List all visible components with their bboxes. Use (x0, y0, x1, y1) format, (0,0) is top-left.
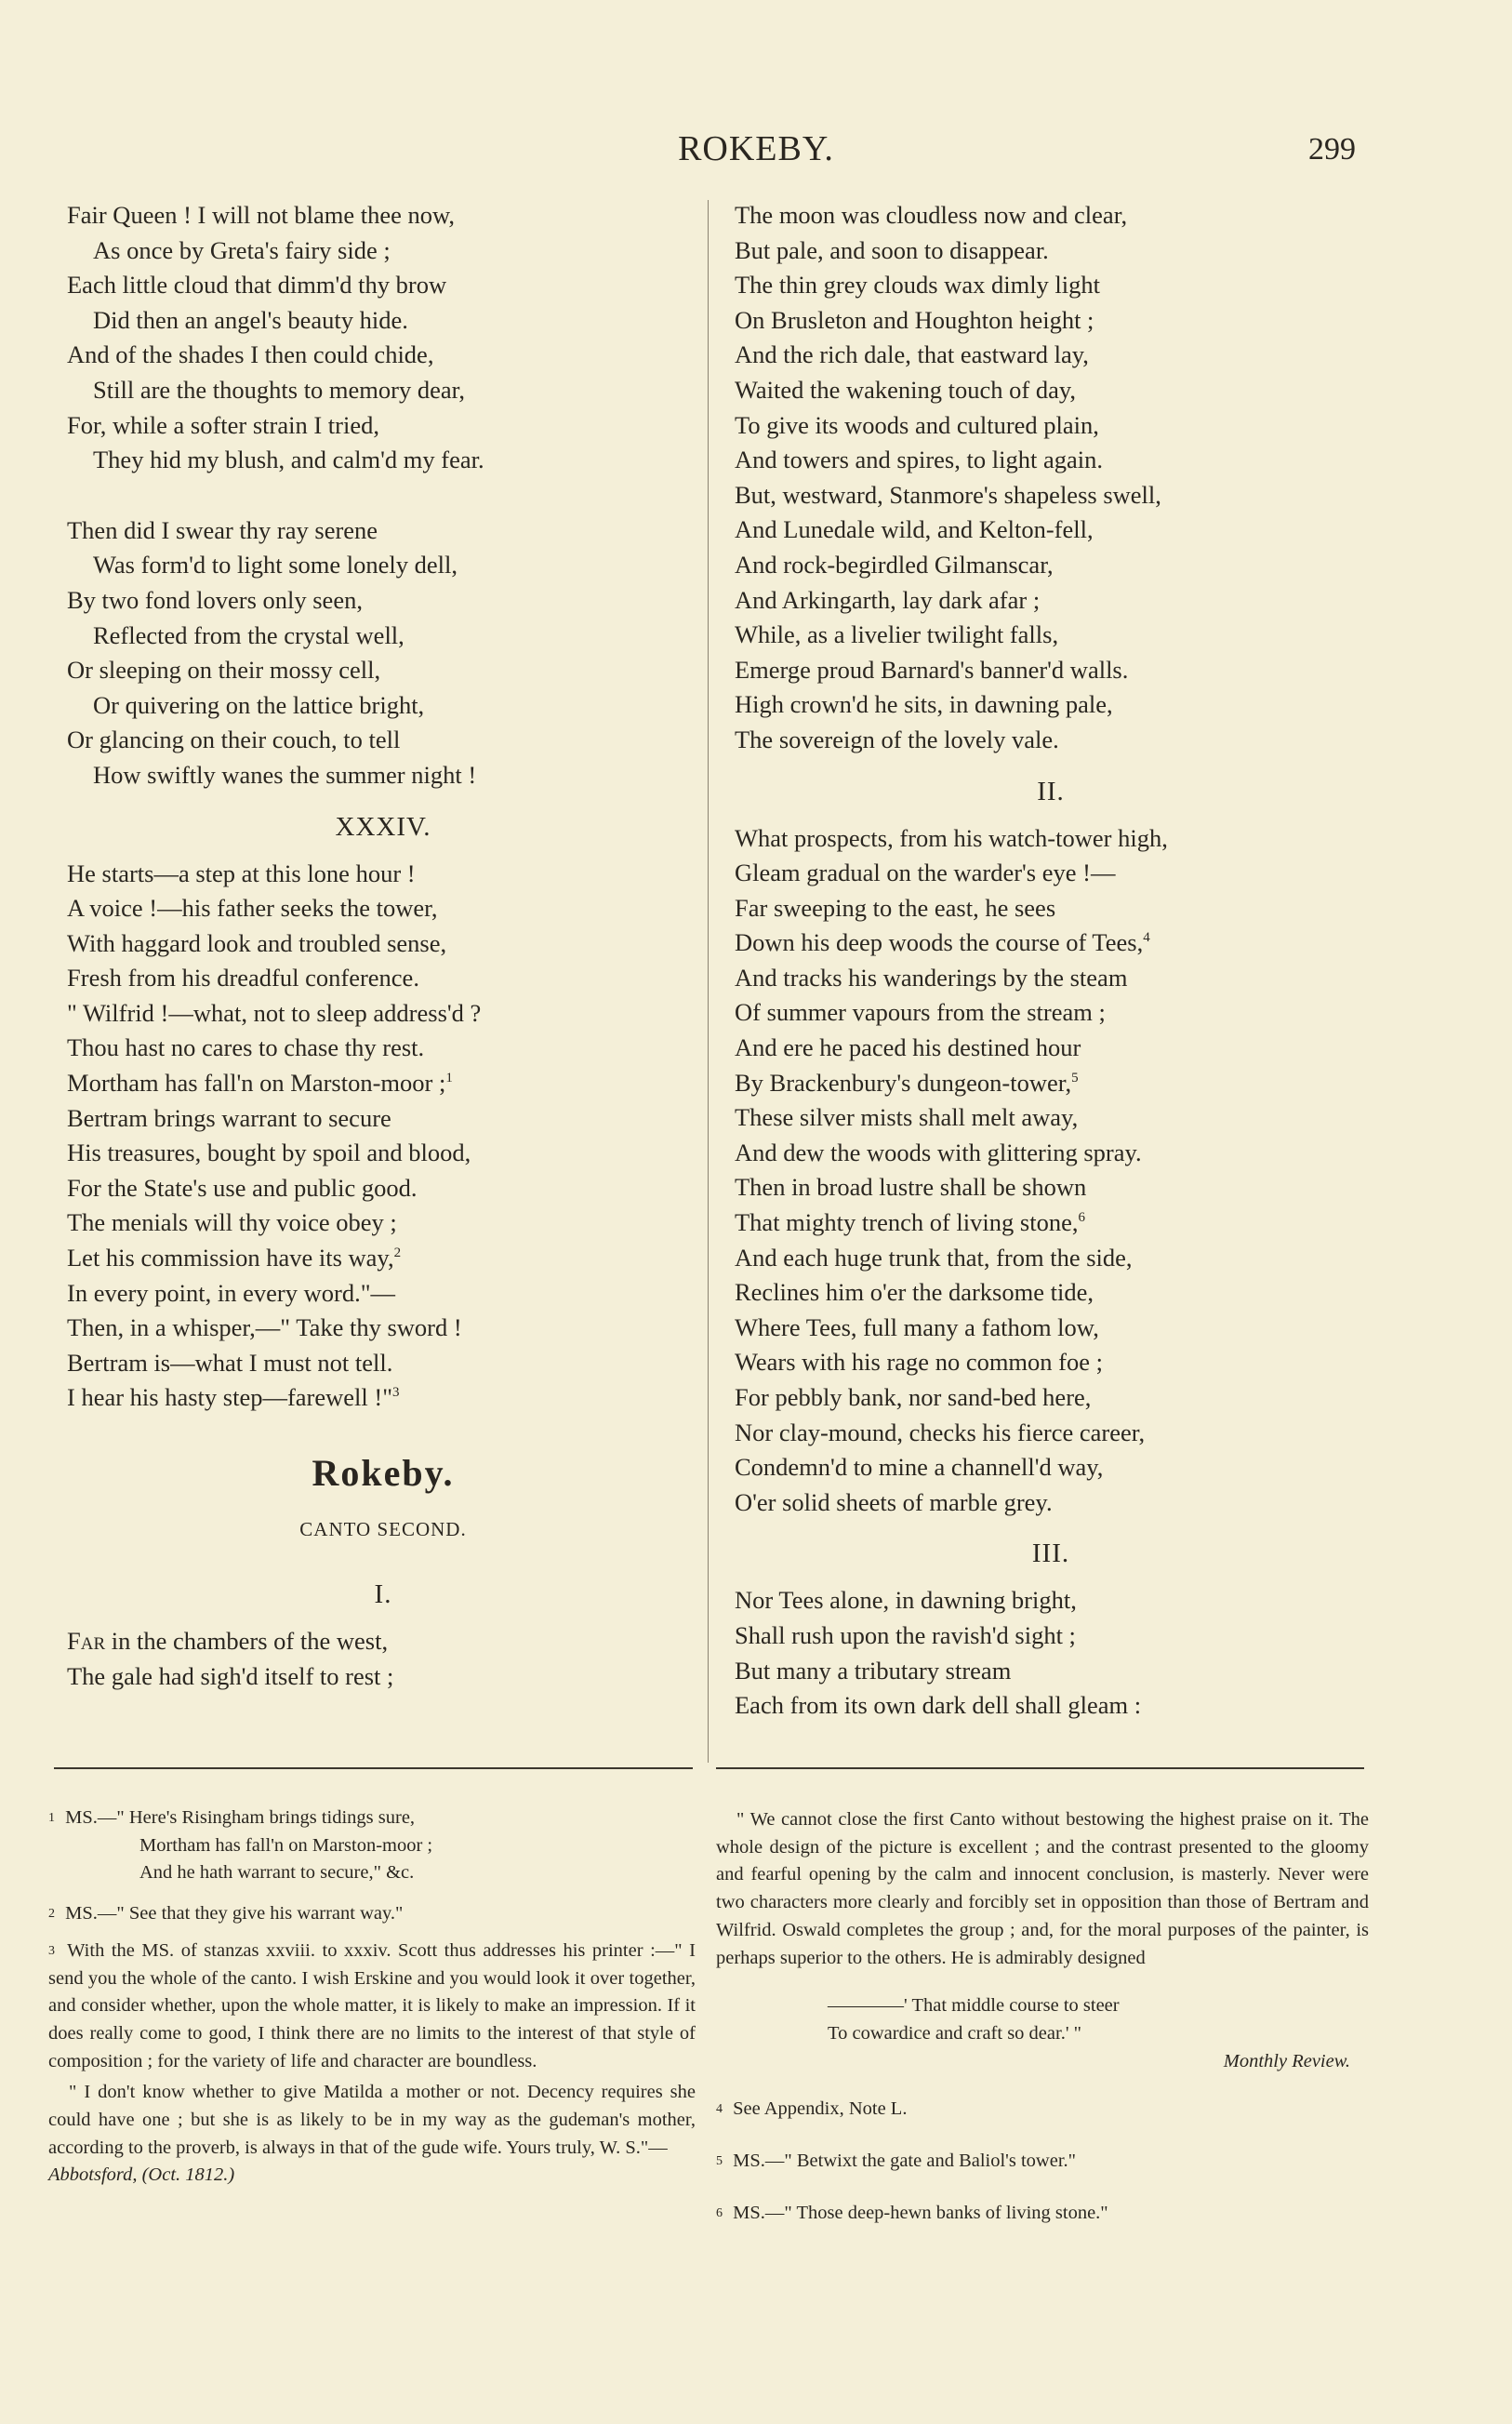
verse-line: Or glancing on their couch, to tell (67, 726, 401, 754)
verse-line: The thin grey clouds wax dimly light (735, 271, 1101, 300)
verse-line: For pebbly bank, nor sand-bed here, (735, 1383, 1092, 1411)
verse-line: For, while a softer strain I tried, (67, 410, 379, 439)
verse-line: To give its woods and cultured plain, (735, 410, 1099, 439)
verse-line: What prospects, from his watch-tower high, (735, 823, 1168, 852)
verse-line: By Brackenbury's dungeon-tower,$^5$ (735, 1068, 1079, 1097)
verse-line: Reflected from the crystal well, (93, 620, 405, 649)
verse-line: Mortham has fall'n on Marston-moor ;$^1$ (67, 1069, 453, 1098)
verse-line: Fair Queen ! I will not blame thee now, (67, 201, 456, 229)
stanza-heading: I. (374, 1579, 392, 1609)
verse-line: And ere he paced his destined hour (735, 1033, 1081, 1062)
footnote-4 (716, 2096, 1369, 2124)
verse-line: And tracks his wanderings by the steam (735, 963, 1128, 992)
verse-line: And rock-begirdled Gilmanscar, (735, 550, 1054, 579)
footnote-rule (54, 1767, 693, 1769)
verse-line: High crown'd he sits, in dawning pale, (735, 690, 1113, 719)
verse-line: These silver mists shall melt away, (735, 1103, 1079, 1132)
footnote-text: MS.—" Those deep-hewn banks of living stone." (733, 2202, 1108, 2223)
verse-line: How swiftly wanes the summer night ! (93, 760, 477, 789)
verse-line: And dew the woods with glittering spray. (735, 1138, 1142, 1166)
verse-line: But many a tributary stream (735, 1656, 1012, 1685)
verse-line: And Arkingarth, lay dark afar ; (735, 585, 1041, 614)
quote-attribution: Monthly Review. (1223, 2050, 1350, 2071)
footnote-number: 3 (48, 1943, 55, 1958)
verse-line: And Lunedale wild, and Kelton-fell, (735, 515, 1094, 544)
verse-line: Each little cloud that dimm'd thy brow (67, 271, 447, 300)
verse-line: Waited the wakening touch of day, (735, 375, 1077, 404)
footnote-text: " I don't know whether to give Matilda a mother or not. Decency requires she could have one ; but she is as likely to be in my way as the gudeman's mother, according to the proverb, is always in that of the gude wife. Yours truly, W. S."— (48, 2082, 696, 2158)
footnote-number: 6 (716, 2205, 723, 2220)
quote-line: To cowardice and craft so dear.' " (828, 2022, 1082, 2044)
verse-line: Each from its own dark dell shall gleam : (735, 1691, 1142, 1720)
left-column (67, 198, 699, 1694)
footnote-number: 1 (48, 1811, 55, 1825)
running-title: ROKEBY. (678, 129, 834, 168)
verse-line: But, westward, Stanmore's shapeless swell, (735, 480, 1161, 509)
verse-line: Gleam gradual on the warder's eye !— (735, 859, 1116, 887)
verse-line: In every point, in every word."— (67, 1278, 396, 1307)
verse-line: On Brusleton and Houghton height ; (735, 305, 1094, 334)
verse-line: Thou hast no cares to chase thy rest. (67, 1033, 425, 1062)
stanza (67, 1624, 699, 1694)
verse-line: The moon was cloudless now and clear, (735, 201, 1128, 229)
verse-line: Nor Tees alone, in dawning bright, (735, 1586, 1077, 1615)
verse-line: " Wilfrid !—what, not to sleep address'd ? (67, 998, 482, 1027)
footnote-text: With the MS. of stanzas xxviii. to xxxiv. Scott thus addresses his printer :—" I send you the whole of the canto. I wish Erskine and you would look it over together, and consider whether, upon the whole matter, it is likely to make an impression. If it does really come to good, I think there are no limits to the interest of that style of composition ; for the variety of life and character are boundless. (48, 1939, 696, 2071)
verse-line: They hid my blush, and calm'd my fear. (93, 446, 484, 474)
verse-line: But pale, and soon to disappear. (735, 235, 1049, 264)
verse-line: For the State's use and public good. (67, 1173, 418, 1202)
verse-line: Nor clay-mound, checks his fierce career, (735, 1418, 1146, 1446)
verse-line: I hear his hasty step—farewell !"$^3$ (67, 1383, 400, 1412)
verse-line: And the rich dale, that eastward lay, (735, 340, 1089, 369)
review-quote (716, 1992, 1369, 2075)
verse-line: Wears with his rage no common foe ; (735, 1348, 1103, 1377)
footnote-quote-line: Mortham has fall'n on Marston-moor ; (139, 1834, 433, 1856)
stanza (735, 821, 1367, 1521)
verse-line: As once by Greta's fairy side ; (93, 235, 391, 264)
footnote-text: MS.—" See that they give his warrant way." (65, 1903, 404, 1925)
canto-label: CANTO SECOND. (299, 1518, 467, 1540)
footnote-quote-line: And he hath warrant to secure," &c. (139, 1862, 415, 1884)
verse-line: His treasures, bought by spoil and blood, (67, 1139, 471, 1167)
stanza-heading: III. (1031, 1538, 1070, 1569)
footnote-2 (48, 1900, 696, 1928)
footnote-number: 4 (716, 2102, 723, 2117)
verse-line: Still are the thoughts to memory dear, (93, 375, 466, 404)
quote-line: ————' That middle course to steer (828, 1995, 1120, 2017)
blackletter-title: Rokeby. (312, 1452, 455, 1494)
page-number: 299 (1308, 132, 1356, 166)
footnote-text: See Appendix, Note L. (733, 2098, 908, 2120)
verse-line: Shall rush upon the ravish'd sight ; (735, 1620, 1076, 1649)
verse-line: The menials will thy voice obey ; (67, 1208, 397, 1237)
stanza (67, 198, 699, 478)
verse-line: Then did I swear thy ray serene (67, 515, 378, 544)
verse-line: And towers and spires, to light again. (735, 446, 1103, 474)
footnote-signature: Abbotsford, (Oct. 1812.) (48, 2164, 235, 2186)
verse-line: The sovereign of the lovely vale. (735, 725, 1059, 753)
verse-line: Of summer vapours from the stream ; (735, 998, 1106, 1027)
footnote-1 (48, 1805, 696, 1887)
verse-line: That mighty trench of living stone,$^6$ (735, 1208, 1085, 1237)
verse-line: Let his commission have its way,$^2$ (67, 1244, 402, 1272)
verse-line: Down his deep woods the course of Tees,$^4$ (735, 928, 1150, 957)
stanza (735, 1583, 1367, 1723)
verse-line: While, as a livelier twilight falls, (735, 620, 1059, 649)
footnote-5 (716, 2148, 1369, 2176)
verse-line: O'er solid sheets of marble grey. (735, 1487, 1053, 1516)
verse-line: With haggard look and troubled sense, (67, 928, 447, 957)
footnote-number: 2 (48, 1907, 55, 1922)
verse-line: Far sweeping to the east, he sees (735, 893, 1056, 922)
verse-line: Then in broad lustre shall be shown (735, 1173, 1087, 1202)
footnote-text: MS.—" Here's Risingham brings tidings sure, (65, 1807, 416, 1828)
verse-line: Or quivering on the lattice bright, (93, 690, 425, 719)
verse-line: A voice !—his father seeks the tower, (67, 894, 438, 923)
footnote-rule (716, 1767, 1364, 1769)
verse-line: Reclines him o'er the darksome tide, (735, 1278, 1094, 1307)
stanza-heading: II. (1037, 776, 1065, 806)
verse-line: Where Tees, full many a fathom low, (735, 1312, 1099, 1341)
verse-line: By two fond lovers only seen, (67, 585, 363, 614)
verse-line: Fresh from his dreadful conference. (67, 964, 419, 992)
verse-line: Did then an angel's beauty hide. (93, 305, 408, 334)
footnotes-right (716, 1806, 1369, 2236)
verse-line: He starts—a step at this lone hour ! (67, 859, 416, 887)
verse-line: Was form'd to light some lonely dell, (93, 551, 458, 579)
footnote-3 (48, 1938, 696, 2076)
verse-line: And of the shades I then could chide, (67, 340, 434, 369)
verse-line: Condemn'd to mine a channell'd way, (735, 1453, 1104, 1482)
right-column (735, 198, 1367, 1724)
stanza (735, 198, 1367, 758)
footnote-text: MS.—" Betwixt the gate and Baliol's tower." (733, 2151, 1077, 2172)
verse-line: Far in the chambers of the west, (67, 1627, 389, 1655)
verse-line: Bertram is—what I must not tell. (67, 1348, 393, 1377)
stanza (67, 513, 699, 793)
footnote-number: 5 (716, 2154, 723, 2169)
verse-line: Bertram brings warrant to secure (67, 1103, 391, 1132)
verse-line: Emerge proud Barnard's banner'd walls. (735, 655, 1129, 684)
column-divider (708, 200, 709, 1763)
verse-line: The gale had sigh'd itself to rest ; (67, 1661, 394, 1690)
stanza (67, 857, 699, 1417)
running-head (0, 128, 1512, 175)
stanza-heading: XXXIV. (335, 811, 431, 842)
footnote-6 (716, 2200, 1369, 2228)
review-text: " We cannot close the first Canto without bestowing the highest praise on it. The whole design of the picture is excellent ; and the contrast presented to the gloomy and fearful opening by the calm and innocent conclusion, is masterly. Never were two characters more clearly and forcibly set in opposition than those of Bertram and Wilfrid. Oswald completes the group ; and, for the moral purposes of the painter, is perhaps superior to the others. He is admirably designed (716, 1809, 1369, 1968)
verse-line: Or sleeping on their mossy cell, (67, 656, 381, 685)
verse-line: And each huge trunk that, from the side, (735, 1243, 1133, 1272)
verse-line: Then, in a whisper,—" Take thy sword ! (67, 1313, 462, 1342)
footnotes-left (48, 1805, 696, 2190)
